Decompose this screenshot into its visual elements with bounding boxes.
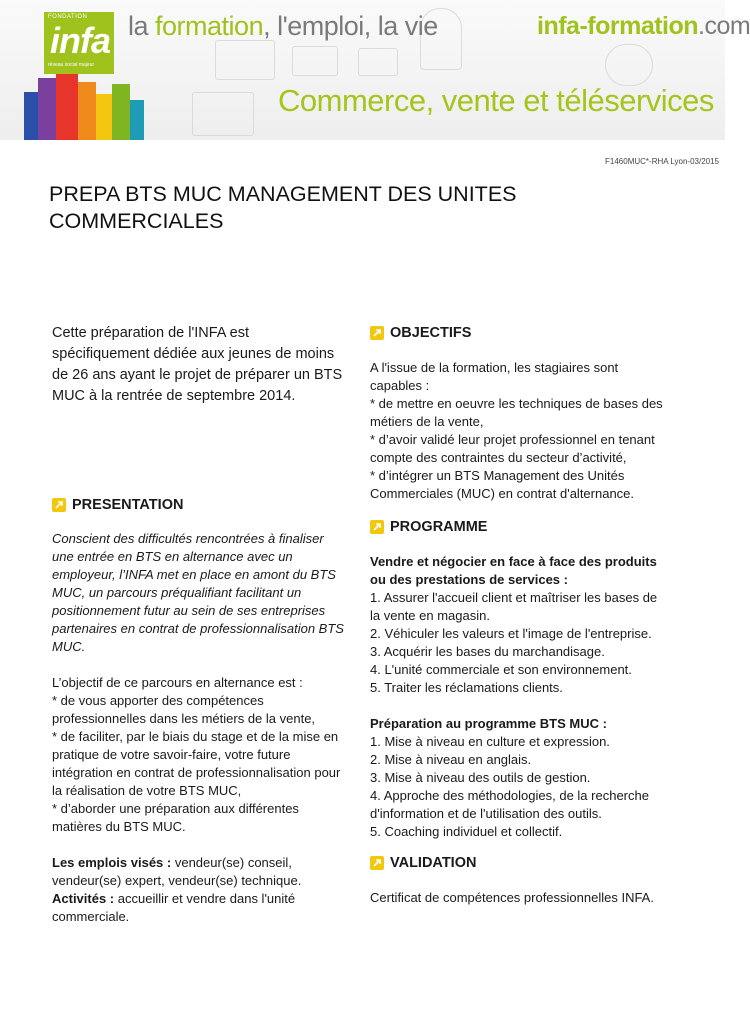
intro-line: de 26 ans ayant le projet de préparer un BTS	[52, 367, 343, 383]
emplois-label: Les emplois visés :	[52, 855, 172, 870]
validation-heading	[370, 855, 476, 871]
emplois-line	[52, 854, 357, 872]
objectifs-line: * d’intégrer un BTS Management des Unités	[370, 468, 625, 483]
logo-wordmark: infa	[50, 20, 111, 61]
objective-line: matières du BTS MUC.	[52, 819, 186, 834]
objectifs-line: Commerciales (MUC) en contrat d'alternance.	[370, 486, 635, 501]
objectifs-line: * de mettre en oeuvre les techniques de bases des	[370, 396, 663, 411]
header-banner	[0, 0, 750, 140]
objective-line: * d’aborder une préparation aux différentes	[52, 801, 299, 816]
building-green	[112, 84, 130, 140]
objective-line: intégration en contrat de professionnalisation pour	[52, 765, 341, 780]
activites-label: Activités :	[52, 891, 115, 906]
tagline-pre: la	[128, 11, 156, 41]
arrow-icon	[52, 498, 66, 512]
objective-line: * de vous apporter des compétences	[52, 693, 264, 708]
programme-block1-title: Vendre et négocier en face à face des produits	[370, 554, 657, 569]
programme-block2-title: Préparation au programme BTS MUC :	[370, 716, 607, 731]
programme-block1-title: ou des prestations de services :	[370, 572, 568, 587]
website-link[interactable]	[537, 12, 750, 41]
intro-line: MUC à la rentrée de septembre 2014.	[52, 388, 296, 404]
decorative-sketch-register	[292, 46, 338, 76]
presentation-body	[52, 530, 357, 926]
emplois-text: vendeur(se) conseil,	[171, 855, 292, 870]
programme-heading-label: PROGRAMME	[390, 519, 488, 535]
objectifs-line: capables :	[370, 378, 430, 393]
objectifs-heading	[370, 325, 471, 341]
building-orange	[78, 82, 96, 140]
activites-text: accueillir et vendre dans l'unité	[114, 891, 296, 906]
page-title	[49, 181, 629, 235]
tagline-highlight: formation	[155, 11, 264, 41]
page-title-line1: PREPA BTS MUC MANAGEMENT DES UNITES	[49, 182, 517, 206]
decorative-sketch-monitor	[215, 40, 275, 80]
objectifs-body	[370, 359, 690, 503]
objective-line: la réalisation de votre BTS MUC,	[52, 783, 242, 798]
intro-paragraph	[52, 323, 357, 407]
building-purple	[38, 78, 56, 140]
programme-line: 1. Mise à niveau en culture et expression.	[370, 734, 610, 749]
validation-text: Certificat de compétences professionnelles INFA.	[370, 890, 654, 905]
validation-heading-label: VALIDATION	[390, 855, 477, 871]
presentation-italic-line: partenaires en contrat de professionnalisation BTS	[52, 621, 344, 636]
objective-line: pratique de votre savoir-faire, votre future	[52, 747, 291, 762]
programme-line: d'information et de l'utilisation des outils.	[370, 806, 602, 821]
sector-title: Commerce, vente et téléservices	[278, 83, 714, 118]
presentation-italic-line: MUC, un parcours préqualifiant facilitant un	[52, 585, 302, 600]
arrow-icon	[370, 326, 384, 340]
objectifs-heading-label: OBJECTIFS	[390, 325, 472, 341]
objectifs-line: A l'issue de la formation, les stagiaires sont	[370, 360, 619, 375]
emplois-line2: vendeur(se) expert, vendeur(se) technique.	[52, 873, 302, 888]
presentation-italic-line: MUC.	[52, 639, 86, 654]
arrow-icon	[370, 856, 384, 870]
programme-body	[370, 553, 690, 841]
objectifs-line: compte des contraintes du secteur d’activité,	[370, 450, 627, 465]
programme-line: 3. Mise à niveau des outils de gestion.	[370, 770, 591, 785]
activites-line	[52, 890, 357, 908]
presentation-italic-line: positionnement futur au sein de ses entreprises	[52, 603, 326, 618]
programme-line: la vente en magasin.	[370, 608, 490, 623]
intro-line: spécifiquement dédiée aux jeunes de moins	[52, 346, 335, 362]
objective-line: L’objectif de ce parcours en alternance est :	[52, 675, 303, 690]
decorative-sketch-cart	[358, 48, 398, 76]
arrow-icon	[370, 520, 384, 534]
tagline-post: , l'emploi, la vie	[263, 11, 438, 41]
presentation-italic-line: Conscient des difficultés rencontrées à finaliser	[52, 531, 324, 546]
programme-line: 4. Approche des méthodologies, de la recherche	[370, 788, 649, 803]
intro-line: Cette préparation de l'INFA est	[52, 325, 250, 341]
tagline	[128, 11, 438, 42]
page-title-line2: COMMERCIALES	[49, 209, 224, 233]
activites-line2: commerciale.	[52, 909, 130, 924]
objectifs-line: * d’avoir validé leur projet professionnel en tenant	[370, 432, 655, 447]
logo-fondation-label: FONDATION	[48, 14, 88, 20]
building-yellow	[96, 94, 112, 140]
programme-line: 2. Véhiculer les valeurs et l'image de l'entreprise.	[370, 626, 652, 641]
presentation-heading-label: PRESENTATION	[72, 497, 184, 513]
logo-subtitle: réseau social majeur	[48, 62, 95, 68]
programme-line: 5. Coaching individuel et collectif.	[370, 824, 563, 839]
programme-line: 1. Assurer l'accueil client et maîtriser les bases de	[370, 590, 658, 605]
programme-line: 2. Mise à niveau en anglais.	[370, 752, 532, 767]
objective-line: * de faciliter, par le biais du stage et de la mise en	[52, 729, 339, 744]
validation-body	[370, 889, 690, 907]
presentation-heading	[52, 497, 183, 513]
programme-line: 4. L'unité commerciale et son environnement.	[370, 662, 632, 677]
presentation-italic-line: une entrée en BTS en alternance avec un	[52, 549, 293, 564]
decorative-sketch-headset	[605, 44, 653, 86]
document-reference: F1460MUC*-RHA Lyon-03/2015	[605, 157, 719, 166]
programme-line: 3. Acquérir les bases du marchandisage.	[370, 644, 605, 659]
website-tld: .com	[698, 12, 750, 40]
programme-heading	[370, 519, 487, 535]
website-name: infa-formation	[537, 12, 699, 40]
objective-line: professionnelles dans les métiers de la vente,	[52, 711, 316, 726]
building-red	[56, 74, 78, 140]
presentation-italic-line: employeur, l’INFA met en place en amont du BTS	[52, 567, 336, 582]
building-teal	[130, 100, 144, 140]
programme-line: 5. Traiter les réclamations clients.	[370, 680, 563, 695]
objectifs-line: métiers de la vente,	[370, 414, 484, 429]
decorative-sketch-shop	[192, 92, 254, 136]
